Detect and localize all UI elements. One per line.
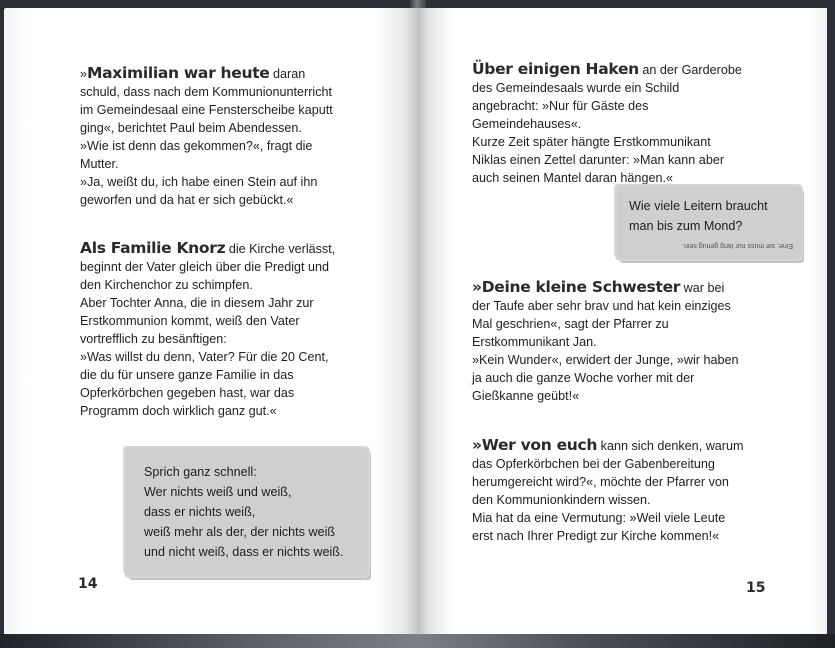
left-note-line-1: Sprich ganz schnell: bbox=[144, 465, 257, 479]
right-joke-1-text: an der Garderobe des Gemeindesaals wurde ein Schild angebracht: »Nur für Gäste des Gemeindehauses«. bbox=[472, 63, 742, 131]
right-joke-2-lead: »Deine kleine Schwester bbox=[472, 278, 681, 296]
right-joke-1 bbox=[472, 60, 744, 187]
right-note-box bbox=[617, 186, 801, 259]
left-joke-1-dialog-2: »Ja, weißt du, ich habe einen Stein auf ihn geworfen und da hat er sich gebückt.« bbox=[80, 175, 318, 207]
left-joke-1 bbox=[80, 64, 342, 209]
right-joke-1-cont: Kurze Zeit später hängte Erstkommunikant Niklas einen Zettel darunter: »Man kann aber auch seinen Mantel daran hängen.« bbox=[472, 135, 725, 185]
left-joke-1-lead: Maximilian war heute bbox=[87, 64, 270, 82]
left-joke-1-text: daran schuld, dass nach dem Kommunionunterricht im Gemeindesaal eine Fensterscheibe kaputt ging«, berichtet Paul beim Abendessen. bbox=[80, 67, 333, 135]
right-joke-2-cont: »Kein Wunder«, erwidert der Junge, »wir haben ja auch die ganze Woche vorher mit der Gießkanne geübt!« bbox=[472, 353, 739, 403]
right-note-line-2: man bis zum Mond? bbox=[629, 219, 743, 233]
left-joke-1-dialog-1: »Wie ist denn das gekommen?«, fragt die Mutter. bbox=[80, 139, 313, 171]
left-note-line-4: weiß mehr als der, der nichts weiß bbox=[144, 525, 336, 539]
left-note-box bbox=[126, 448, 368, 576]
book-edge bbox=[0, 634, 835, 648]
right-joke-3-text: kann sich denken, warum das Opferkörbchen bei der Gabenbereitung herumgereicht wird?«, möchte der Pfarrer von den Kommunionkindern wissen. bbox=[472, 439, 744, 507]
left-page-number: 14 bbox=[78, 576, 98, 592]
left-note-line-5: und nicht weiß, dass er nichts weiß. bbox=[144, 545, 344, 559]
left-joke-2-cont-1: Aber Tochter Anna, die in diesem Jahr zur Erstkommunion kommt, weiß den Vater vortrefflich zu besänftigen: bbox=[80, 296, 314, 346]
right-joke-2-paragraph bbox=[472, 278, 744, 351]
left-page bbox=[4, 8, 417, 638]
right-joke-2-text: war bei der Taufe aber sehr brav und hat kein einziges Mal geschrien«, sagt der Pfarrer zu Erstkommunikant Jan. bbox=[472, 281, 731, 349]
left-joke-2-paragraph bbox=[80, 239, 342, 294]
left-note-line-3: dass er nichts weiß, bbox=[144, 505, 256, 519]
right-page bbox=[417, 8, 827, 638]
left-joke-1-paragraph: »Maximilian war heute daran schuld, dass nach dem Kommunionunterricht im Gemeindesaal eine Fensterscheibe kaputt ging«, berichtet Paul beim Abendessen. bbox=[80, 64, 333, 135]
right-joke-3-cont: Mia hat da eine Vermutung: »Weil viele Leute erst nach Ihrer Predigt zur Kirche kommen!« bbox=[472, 511, 726, 543]
right-joke-2 bbox=[472, 278, 744, 405]
right-note-answer-upside-down: Eine, sie muss nur lang genug sein. bbox=[682, 242, 793, 249]
right-note-line-1: Wie viele Leitern braucht bbox=[629, 199, 768, 213]
right-joke-3-paragraph bbox=[472, 436, 744, 509]
right-joke-3 bbox=[472, 436, 744, 545]
left-joke-2-cont-2: »Was willst du denn, Vater? Für die 20 Cent, die du für unsere ganze Familie in das Opferkörbchen gegeben hast, war das Programm doch wirklich ganz gut.« bbox=[80, 350, 329, 418]
right-page-number: 15 bbox=[746, 580, 766, 596]
left-joke-2-lead: Als Familie Knorz bbox=[80, 239, 226, 257]
left-joke-2 bbox=[80, 239, 342, 420]
left-note-line-2: Wer nichts weiß und weiß, bbox=[144, 485, 292, 499]
right-joke-1-paragraph bbox=[472, 60, 744, 133]
left-joke-2-text: die Kirche verlässt, beginnt der Vater gleich über die Predigt und den Kirchenchor zu schimpfen. bbox=[80, 242, 336, 292]
right-joke-1-lead: Über einigen Haken bbox=[472, 60, 639, 78]
right-joke-3-lead: »Wer von euch bbox=[472, 436, 598, 454]
